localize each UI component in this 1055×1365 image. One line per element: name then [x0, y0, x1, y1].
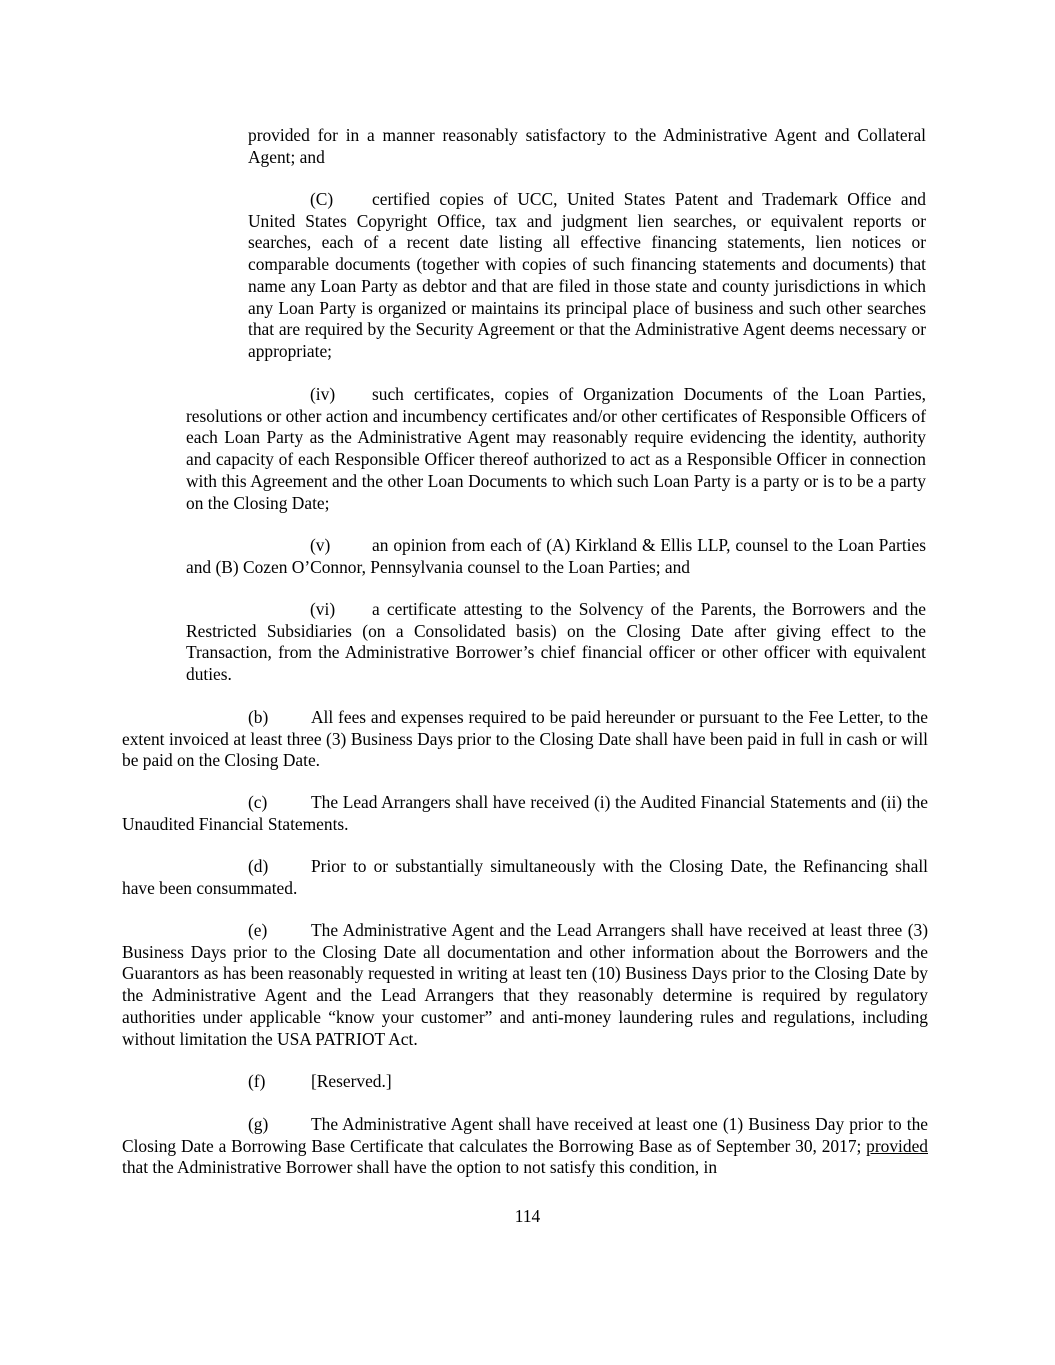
paragraph-text: Prior to or substantially simultaneously with the Closing Date, the Refinancing shall have been consummated.: [122, 856, 928, 898]
paragraph-text: The Lead Arrangers shall have received (i) the Audited Financial Statements and (ii) the Unaudited Financial Statements.: [122, 792, 928, 834]
paragraph-marker: (e): [248, 920, 268, 940]
paragraph-text: All fees and expenses required to be paid hereunder or pursuant to the Fee Letter, to the extent invoiced at least three (3) Business Days prior to the Closing Date shall have been paid in full in cash or will be paid on the Closing Date.: [122, 707, 928, 771]
paragraph-iv: [186, 384, 926, 514]
paragraph-marker: (C): [310, 189, 334, 209]
paragraph-text: certified copies of UCC, United States Patent and Trademark Office and United States Copyright Office, tax and judgment lien searches, or equivalent reports or searches, each of a recent date listing all effective financing statements, lien notices or comparable documents (together with copies of such financing statements and documents) that name any Loan Party as debtor and that are filed in those state and county jurisdictions in which any Loan Party is organized or maintains its principal place of business and such other searches that are required by the Security Agreement or that the Administrative Agent deems necessary or appropriate;: [248, 189, 926, 361]
paragraph-e: [122, 920, 928, 1050]
paragraph-marker: (iv): [310, 384, 336, 404]
paragraph-text: such certificates, copies of Organization Documents of the Loan Parties, resolutions or other action and incumbency certificates and/or other certificates of Responsible Officers of each Loan Party as the Administrative Agent may reasonably require evidencing the identity, authority and capacity of each Responsible Officer thereof authorized to act as a Responsible Officer in connection with this Agreement and the other Loan Documents to which such Loan Party is a party or is to be a party on the Closing Date;: [186, 384, 926, 513]
paragraph-marker: (v): [310, 535, 331, 555]
paragraph-text: The Administrative Agent and the Lead Arrangers shall have received at least three (3) Business Days prior to the Closing Date all documentation and other information about the Borrowers and the Guarantors as has been reasonably requested in writing at least ten (10) Business Days prior to the Closing Date by the Administrative Agent and the Lead Arrangers that they reasonably determine is required by regulatory authorities under applicable “know your customer” and anti-money laundering rules and regulations, including without limitation the USA PATRIOT Act.: [122, 920, 928, 1049]
page-number: 114: [514, 1206, 541, 1226]
paragraph-c: [122, 792, 928, 835]
paragraph-C: [248, 189, 926, 363]
paragraph-continuation: [248, 125, 926, 168]
paragraph-text: [Reserved.]: [311, 1071, 392, 1091]
paragraph-v: [186, 535, 926, 578]
paragraph-marker: (d): [248, 856, 269, 876]
paragraph-marker: (f): [248, 1071, 266, 1091]
paragraph-marker: (vi): [310, 599, 336, 619]
paragraph-text: a certificate attesting to the Solvency of the Parents, the Borrowers and the Restricted Subsidiaries (on a Consolidated basis) on the Closing Date after giving effect to the Transaction, from the Administrative Borrower’s chief financial officer or other officer with equivalent duties.: [186, 599, 926, 685]
paragraph-b: [122, 707, 928, 772]
paragraph-marker: (b): [248, 707, 269, 727]
paragraph-f: [122, 1071, 928, 1093]
paragraph-text-continued: that the Administrative Borrower shall have the option to not satisfy this condition, in: [122, 1157, 718, 1178]
paragraph-marker: (g): [248, 1114, 269, 1134]
paragraph-text: provided for in a manner reasonably satisfactory to the Administrative Agent and Collateral Agent; and: [248, 125, 926, 167]
paragraph-text: The Administrative Agent shall have received at least one (1) Business Day prior to the Closing Date a Borrowing Base Certificate that calculates the Borrowing Base as of September 30, 2017;: [122, 1114, 928, 1156]
paragraph-d: [122, 856, 928, 899]
paragraph-marker: (c): [248, 792, 268, 812]
paragraph-vi: [186, 599, 926, 686]
paragraph-g: [122, 1114, 928, 1179]
provided-term: provided: [866, 1135, 928, 1156]
paragraph-text: an opinion from each of (A) Kirkland & Ellis LLP, counsel to the Loan Parties and (B) Cozen O’Connor, Pennsylvania counsel to the Loan Parties; and: [186, 535, 926, 577]
